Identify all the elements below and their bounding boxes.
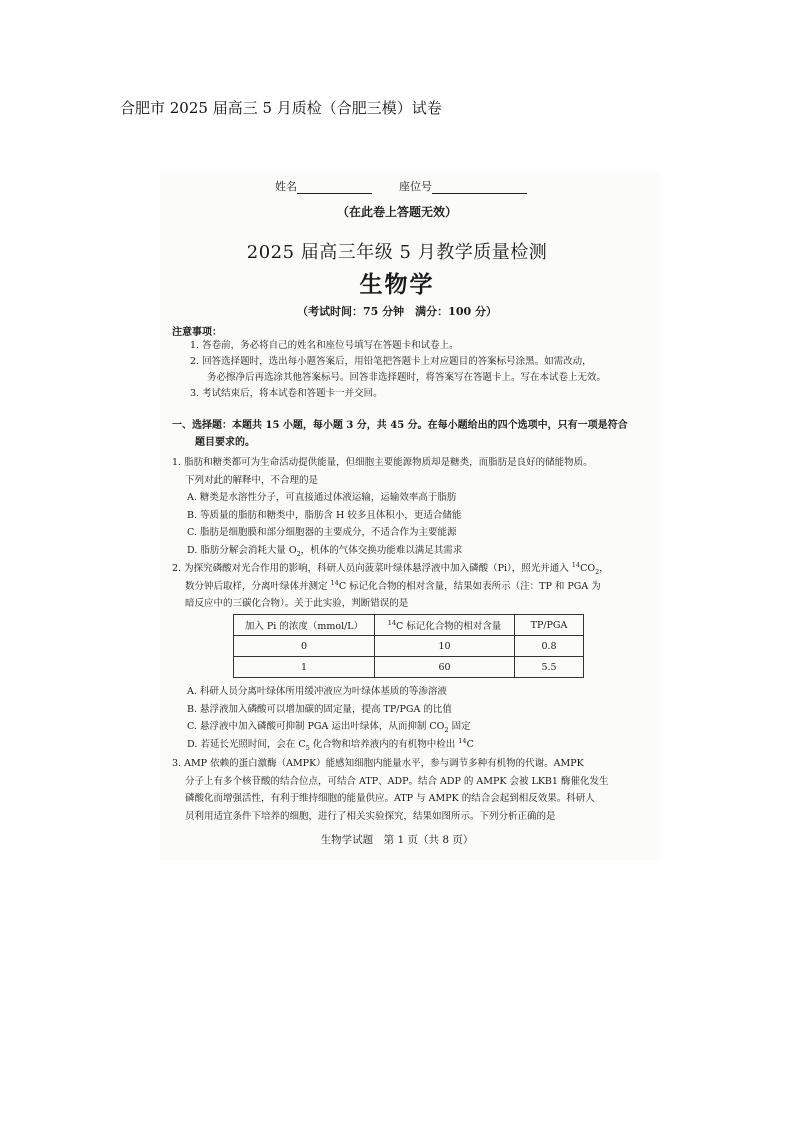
table-header: $^{14}$C 标记化合物的相对含量 [375, 615, 515, 636]
option-a: A. 科研人员分离叶绿体所用缓冲液应为叶绿体基质的等渗溶液 [187, 686, 447, 697]
note-item: 1. 答卷前，务必将自己的姓名和座位号填写在答题卡和试卷上。 [190, 340, 459, 351]
table-header: 加入 Pi 的浓度（mmol/L） [234, 615, 375, 636]
section-heading [172, 417, 647, 451]
question-stem: 2. 为探究磷酸对光合作用的影响，科研人员向菠菜叶绿体悬浮液中加入磷酸（Pi），照光并通入 $^{14}CO_2$， [172, 560, 609, 576]
table-header: TP/PGA [515, 615, 584, 636]
results-table [233, 614, 584, 678]
table-cell: 5.5 [515, 657, 584, 678]
table-cell: 10 [375, 636, 515, 657]
name-blank [297, 193, 372, 194]
table-cell: 0.8 [515, 636, 584, 657]
table-row [234, 636, 584, 657]
table-cell: 60 [375, 657, 515, 678]
seat-blank [432, 193, 527, 194]
question-stem: 3. AMP 依赖的蛋白激酶（AMPK）能感知细胞内能量水平，参与调节多种有机物的代谢。AMPK [172, 758, 584, 769]
question-stem: 1. 脂肪和糖类都可为生命活动提供能量，但细胞主要能源物质却是糖类，而脂肪是良好的储能物质。 [172, 457, 593, 468]
document-caption: 合肥市 2025 届高三 5 月质检（合肥三模）试卷 [120, 99, 442, 117]
option-d: D. 若延长光照时间，会在 $C_5$ 化合物和培养液内的有机物中检出 $^{14}$C [187, 736, 474, 752]
section-heading-line: 题目要求的。 [195, 437, 255, 448]
notes-list [190, 338, 660, 402]
question-2 [172, 560, 650, 613]
option-b: B. 悬浮液加入磷酸可以增加碳的固定量，提高 TP/PGA 的比值 [187, 703, 452, 715]
notes-heading: 注意事项： [172, 327, 222, 338]
question-stem: 磷酸化而增强活性，有利于维持细胞的能量供应。ATP 与 AMPK 的结合会起到相反效果。科研人 [185, 793, 595, 804]
question-stem: 下列对此的解释中，不合理的是 [185, 474, 319, 486]
time-info: （考试时间：75 分钟 满分：100 分） [297, 305, 497, 318]
name-label: 姓名 [275, 180, 297, 193]
question-1 [172, 454, 650, 559]
subject-title: 生物学 [359, 271, 435, 298]
option-a: A. 糖类是水溶性分子，可直接通过体液运输，运输效率高于脂肪 [187, 492, 457, 503]
note-item: 务必擦净后再选涂其他答案标号。回答非选择题时，将答案写在答题卡上。写在本试卷上无效。 [207, 372, 607, 383]
option-d: D. 脂肪分解会消耗大量 $O_2$，机体的气体交换功能难以满足其需求 [187, 544, 463, 558]
table-header-row [234, 615, 584, 636]
question-stem: 暗反应中的三碳化合物）。关于此实验，判断错误的是 [185, 598, 409, 609]
question-stem: 数分钟后取样，分离叶绿体并测定 $^{14}$C 标记化合物的相对含量，结果如表所示（注：TP 和 PGA 为 [185, 578, 601, 592]
page-footer: 生物学试题 第 1 页（共 8 页） [320, 834, 474, 846]
table-cell: 0 [234, 636, 375, 657]
question-stem: 分子上有多个核苷酸的结合位点，可结合 ATP、ADP。结合 ADP 的 AMPK 会被 LKB1 酶催化发生 [185, 775, 609, 787]
question-3 [172, 755, 650, 825]
note-item: 3. 考试结束后，将本试卷和答题卡一并交回。 [190, 388, 383, 399]
table-cell: 1 [234, 657, 375, 678]
section-heading-line: 一、选择题：本题共 15 小题，每小题 3 分，共 45 分。在每小题给出的四个选项中，只有一项是符合 [172, 420, 628, 431]
note-item: 2. 回答选择题时，选出每小题答案后，用铅笔把答题卡上对应题目的答案标号涂黑。如需改动， [190, 356, 592, 367]
seat-label: 座位号 [399, 180, 432, 193]
name-seat-line [275, 178, 527, 194]
invalid-notice: （在此卷上答题无效） [336, 205, 457, 219]
exam-title: 2025 届高三年级 5 月教学质量检测 [246, 242, 548, 263]
question-stem: 员利用适宜条件下培养的细胞，进行了相关实验探究，结果如图所示。下列分析正确的是 [185, 810, 556, 822]
option-c: C. 悬浮液中加入磷酸可抑制 PGA 运出叶绿体，从而抑制 $CO_2$ 固定 [187, 721, 471, 734]
question-2-options [172, 683, 650, 753]
table-row [234, 657, 584, 678]
option-c: C. 脂肪是细胞膜和部分细胞器的主要成分，不适合作为主要能源 [187, 527, 457, 538]
option-b: B. 等质量的脂肪和糖类中，脂肪含 H 较多且体积小，更适合储能 [187, 509, 462, 521]
